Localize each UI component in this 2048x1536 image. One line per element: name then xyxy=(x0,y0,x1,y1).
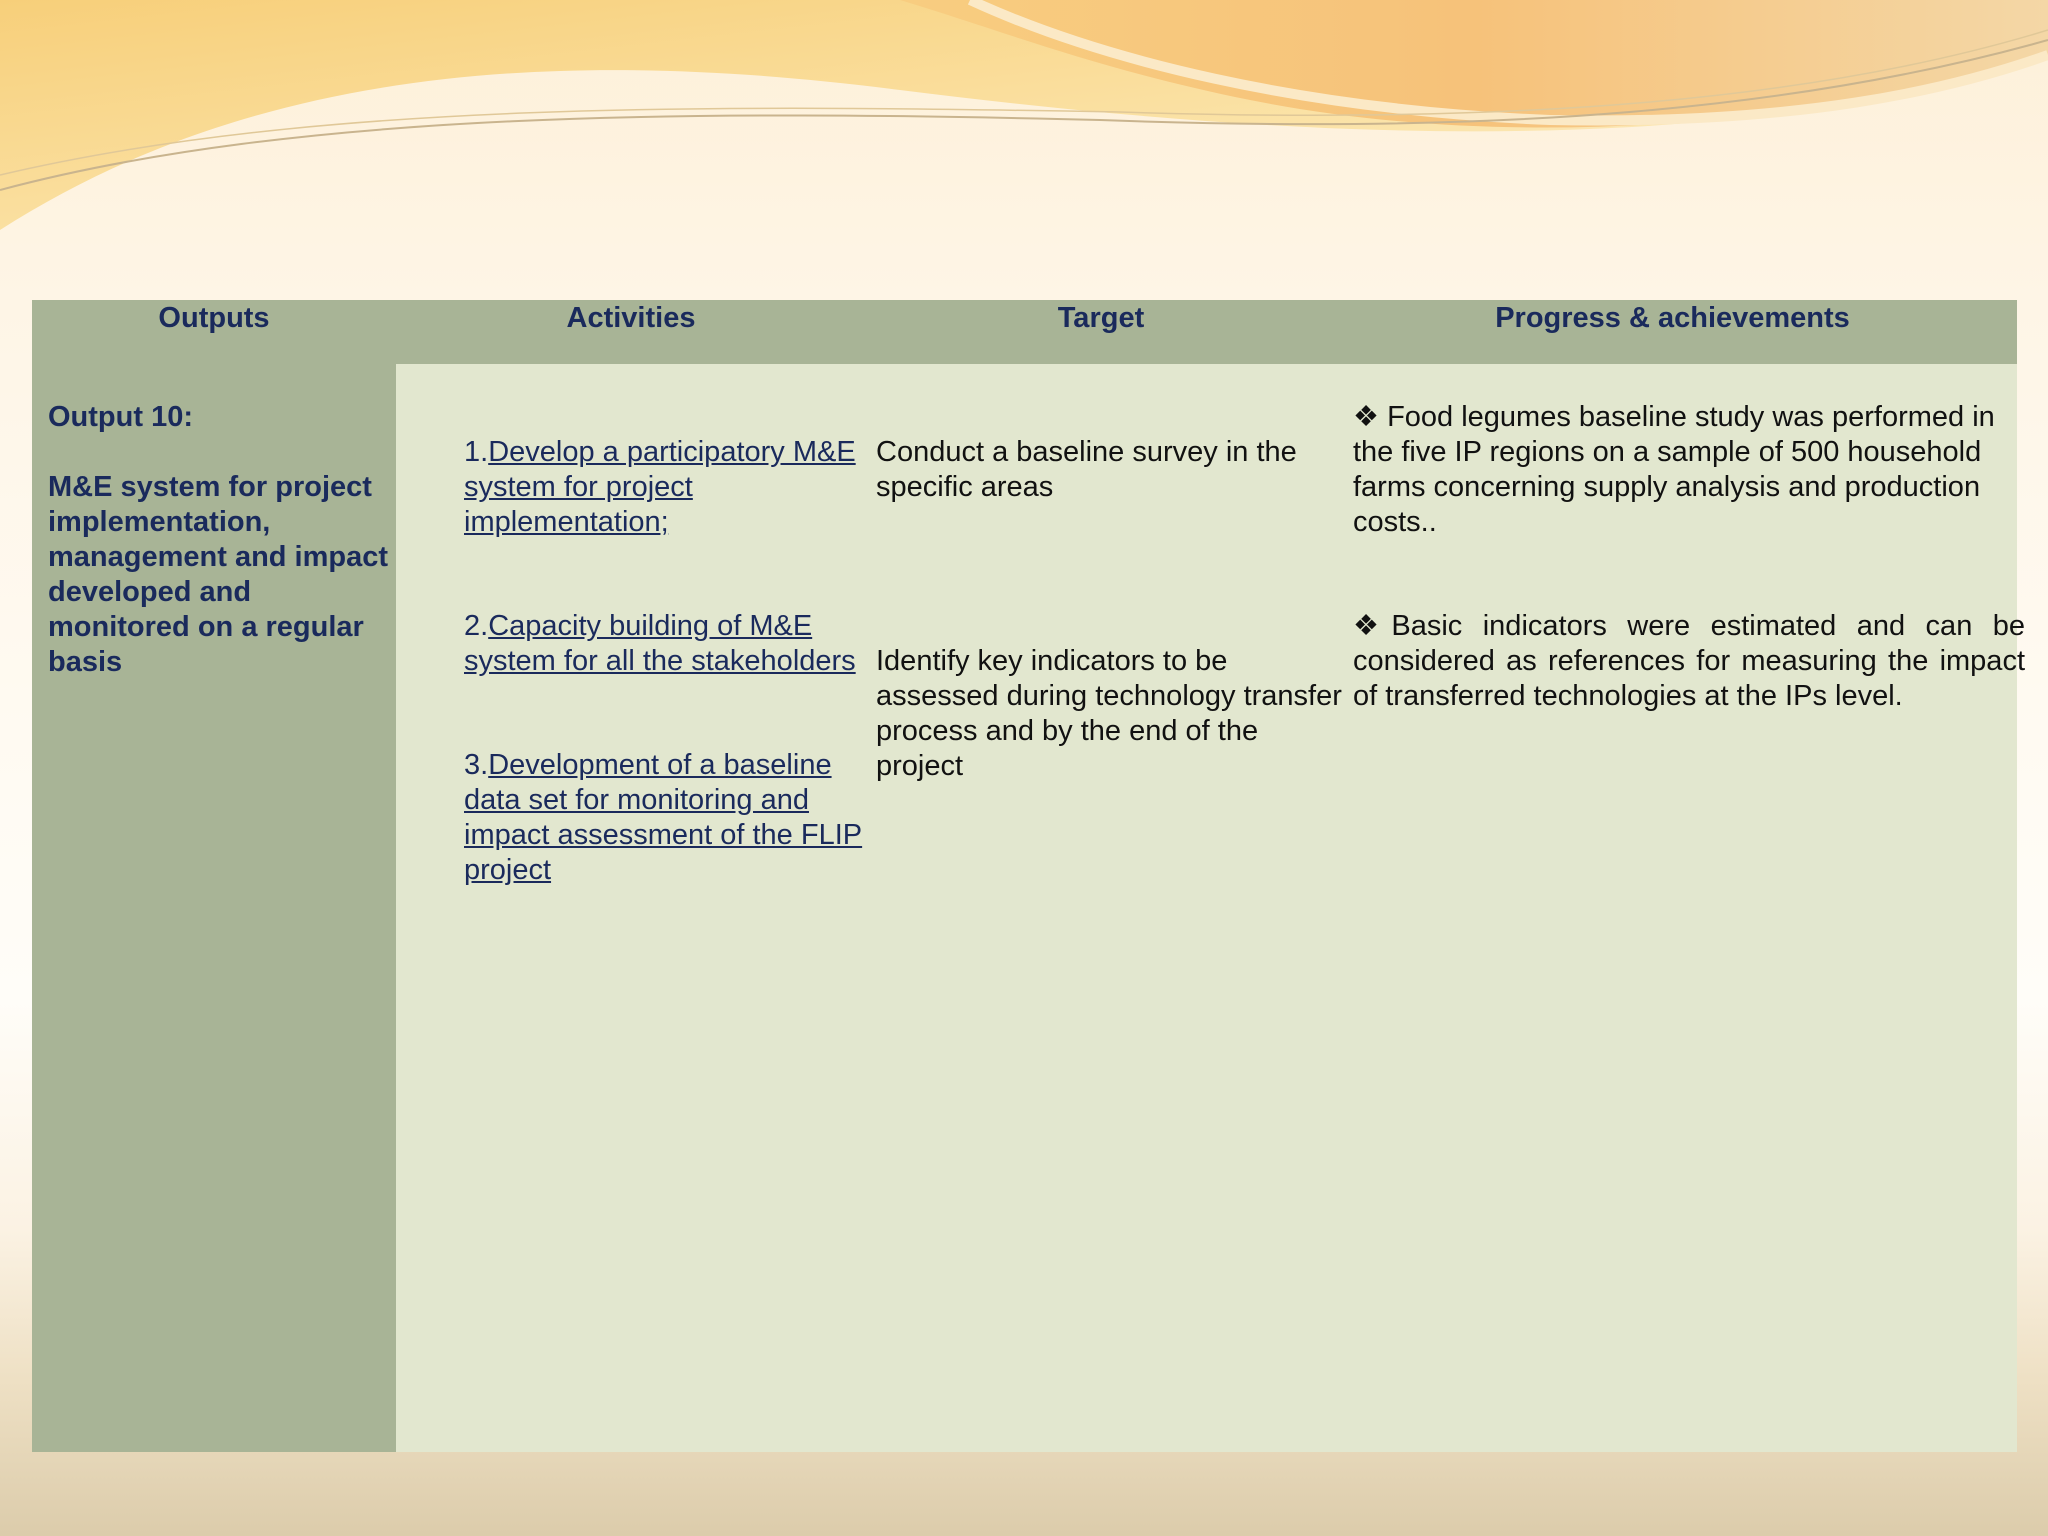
target-text-2: Identify key indicators to be assessed during technology transfer process and by the end of the project xyxy=(876,645,1342,782)
activity-item-3 xyxy=(464,748,874,888)
progress-text: Basic indicators were estimated and can be considered as references for measuring the impact of transferred technologies at the IPs level. xyxy=(1353,610,2026,712)
diamond-bullet-icon: ❖ xyxy=(1353,610,1392,642)
activity-number: 1. xyxy=(464,436,489,468)
activity-item-1 xyxy=(464,435,874,540)
decorative-wave-banner xyxy=(0,0,2048,260)
activity-link-2[interactable]: Capacity building of M&E system for all the stakeholders xyxy=(464,610,856,677)
progress-item-1 xyxy=(1353,400,2025,540)
activity-number: 3. xyxy=(464,749,489,781)
activity-link-1[interactable]: Develop a participatory M&E system for project implementation; xyxy=(464,436,856,538)
progress-item-2 xyxy=(1353,609,2025,714)
target-text-1: Conduct a baseline survey in the specific areas xyxy=(876,436,1297,503)
output-label: Output 10: xyxy=(48,401,193,433)
activity-link-3[interactable]: Development of a baseline data set for monitoring and impact assessment of the FLIP project xyxy=(464,749,863,886)
activity-number: 2. xyxy=(464,610,489,642)
activity-item-2 xyxy=(464,609,874,679)
diamond-bullet-icon: ❖ xyxy=(1353,401,1388,433)
outputs-column-header: Outputs xyxy=(158,302,270,334)
outputs-table xyxy=(32,300,2026,1452)
progress-text: Food legumes baseline study was performed in the five IP regions on a sample of 500 household farms concerning supply analysis and production costs.. xyxy=(1353,401,1995,538)
output-description: M&E system for project implementation, management and impact developed and monitored on a regular basis xyxy=(48,471,389,678)
output-cell xyxy=(48,400,393,715)
target-column-header: Target xyxy=(1057,302,1145,334)
progress-column-header: Progress & achievements xyxy=(1495,302,1850,334)
activities-column-header: Activities xyxy=(566,302,696,334)
table-header-row xyxy=(32,300,2017,364)
